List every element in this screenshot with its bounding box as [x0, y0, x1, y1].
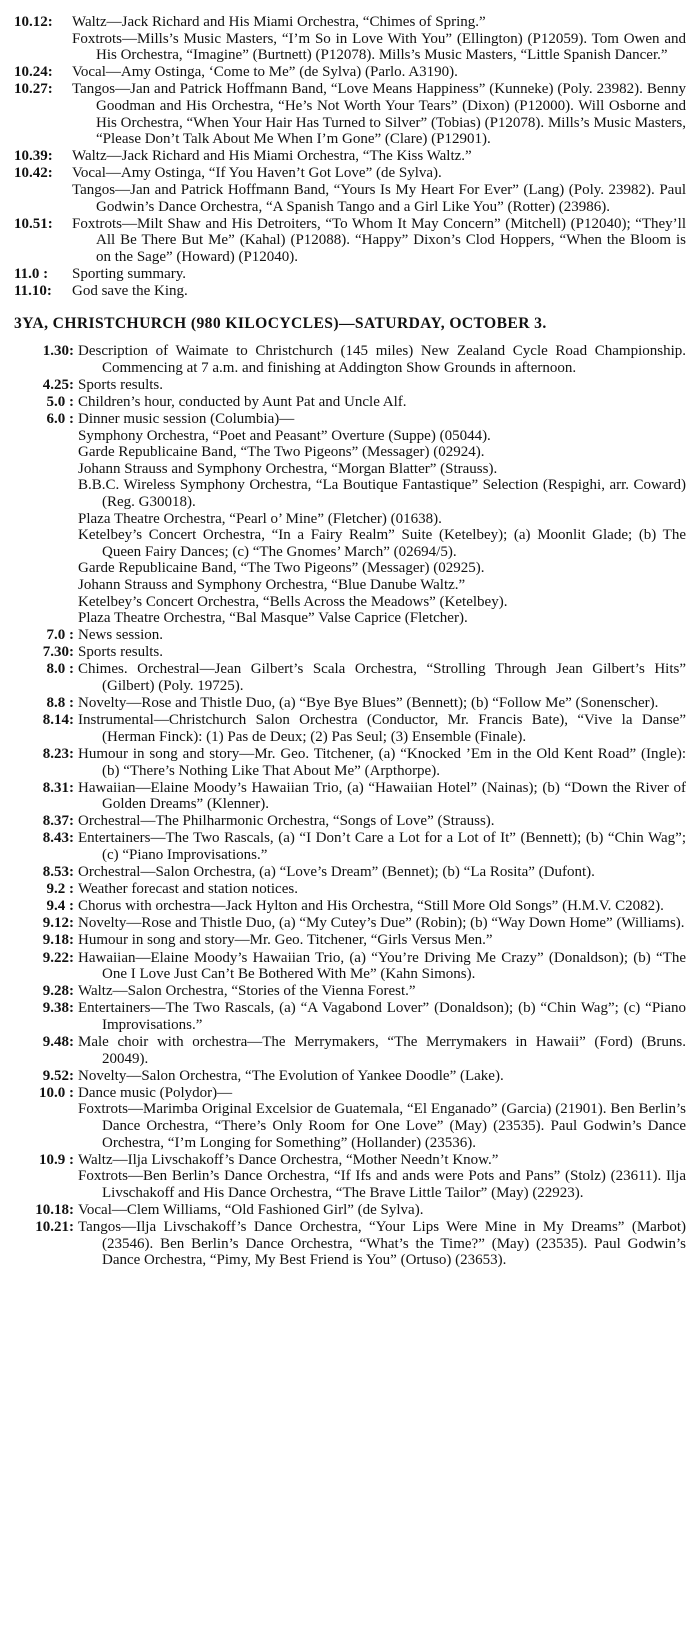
- programme-entry: [14, 661, 686, 694]
- entry-body: [78, 1152, 686, 1202]
- entry-body: [78, 932, 686, 949]
- entry-time: 9.4 :: [46, 898, 74, 915]
- programme-entry: [14, 64, 686, 81]
- entry-body: [78, 644, 686, 661]
- programme-entry: [14, 1152, 686, 1202]
- programme-entry: [14, 165, 686, 215]
- entry-item: Sports results.: [78, 376, 164, 393]
- entry-time: 9.52:: [42, 1067, 74, 1084]
- entry-time: 10.39:: [14, 148, 53, 165]
- entry-item: Hawaiian—Elaine Moody’s Hawaiian Trio, (a) “You’re Driving Me Crazy” (Donaldson); (b) “The One I Love Just Can’t Be Bothered With Me” (Kahn Simons).: [78, 949, 686, 983]
- programme-entry: [14, 932, 686, 949]
- programme-entry: [14, 864, 686, 881]
- programme-entry: [14, 1000, 686, 1033]
- programme-entry: [14, 14, 686, 64]
- entry-item: Waltz—Ilja Livschakoff’s Dance Orchestra, “Mother Needn’t Know.”: [78, 1151, 499, 1168]
- programme-entry: [14, 216, 686, 266]
- entry-item: Sports results.: [78, 644, 164, 661]
- entry-body: [78, 1202, 686, 1219]
- programme-entry: [14, 343, 686, 376]
- entry-item: Ketelbey’s Concert Orchestra, “In a Fairy Realm” Suite (Ketelbey); (a) Moonlit Glade; (b) The Queen Fairy Dances; (c) “The Gnomes’ March” (02694/5).: [78, 527, 686, 560]
- entry-body: [78, 915, 686, 932]
- station-heading: 3YA, CHRISTCHURCH (980 KILOCYCLES)—SATURDAY, OCTOBER 3.: [14, 314, 547, 332]
- entry-item: Hawaiian—Elaine Moody’s Hawaiian Trio, (a) “Hawaiian Hotel” (Nainas); (b) “Down the River of Golden Dreams” (Klenner).: [78, 779, 686, 813]
- programme-entry: [14, 915, 686, 932]
- entry-item: Foxtrots—Mills’s Music Masters, “I’m So in Love With You” (Ellington) (P12059). Tom Owen and His Orchestra, “Imagine” (Burtnett) (P12078). Mills’s Music Masters, “Little Spanish Dancer.”: [72, 30, 686, 64]
- entry-time: 8.8 :: [46, 695, 74, 712]
- programme-entry: [14, 1085, 686, 1151]
- entry-time: 10.21:: [35, 1219, 74, 1236]
- programme-entry: [14, 148, 686, 165]
- entry-item: Humour in song and story—Mr. Geo. Titchener, “Girls Versus Men.”: [78, 932, 493, 949]
- programme-entry: [14, 898, 686, 915]
- entry-body: [78, 881, 686, 898]
- programme-entry: [14, 1034, 686, 1067]
- entry-item: B.B.C. Wireless Symphony Orchestra, “La Boutique Fantastique” Selection (Respighi, arr. Coward) (Reg. G30018).: [78, 477, 686, 511]
- entry-body: [78, 950, 686, 983]
- entry-time: 4.25:: [42, 376, 74, 393]
- programme-entry: [14, 627, 686, 644]
- entry-time: 5.0 :: [46, 393, 74, 410]
- entry-body: [72, 14, 686, 64]
- entry-time: 9.28:: [42, 983, 74, 1000]
- entry-item: Johann Strauss and Symphony Orchestra, “Morgan Blatter” (Strauss).: [78, 460, 498, 477]
- entry-time: 7.0 :: [46, 627, 74, 644]
- entry-item: Waltz—Jack Richard and His Miami Orchestra, “The Kiss Waltz.”: [72, 148, 472, 165]
- section-late-programme: [14, 14, 686, 300]
- entry-item: Tangos—Jan and Patrick Hoffmann Band, “Yours Is My Heart For Ever” (Lang) (Poly. 23982). Paul Godwin’s Dance Orchestra, “A Spanish Tango and a Girl Like You” (Rotter) (23986).: [72, 181, 686, 215]
- entry-time: 9.18:: [42, 932, 74, 949]
- entry-item: Johann Strauss and Symphony Orchestra, “Blue Danube Waltz.”: [78, 577, 466, 593]
- entry-body: [78, 898, 686, 915]
- entry-item: Tangos—Ilja Livschakoff’s Dance Orchestra, “Your Lips Were Mine in My Dreams” (Marbot) (23546). Ben Berlin’s Dance Orchestra, “What’s the Time?” (May) (23535). Paul Godwin’s Dance Orchestra, “Pimy, My Best Friend is You” (Ortuso) (23653).: [78, 1219, 686, 1269]
- entry-item: Sporting summary.: [72, 265, 187, 282]
- programme-entry: [14, 411, 686, 627]
- entry-item: Dance music (Polydor)—: [78, 1084, 233, 1101]
- entry-body: [78, 661, 686, 694]
- programme-entry: [14, 283, 686, 300]
- programme-entry: [14, 1068, 686, 1085]
- entry-time: 9.22:: [42, 949, 74, 966]
- entry-body: [78, 394, 686, 411]
- entry-time: 8.37:: [42, 813, 74, 830]
- entry-time: 11.10:: [14, 283, 52, 299]
- entry-item: Humour in song and story—Mr. Geo. Titchener, (a) “Knocked ’Em in the Old Kent Road” (Ingle): (b) “There’s Nothing Like That About Me” (Arpthorpe).: [78, 745, 686, 779]
- entry-body: [78, 780, 686, 813]
- entry-body: [78, 695, 686, 712]
- entry-time: 8.14:: [42, 712, 74, 729]
- entry-body: [78, 411, 686, 627]
- entry-time: 9.2 :: [46, 881, 74, 898]
- entry-time: 8.0 :: [46, 661, 74, 678]
- entry-time: 1.30:: [42, 343, 74, 360]
- entry-item: God save the King.: [72, 283, 188, 299]
- entry-time: 8.23:: [42, 745, 74, 762]
- entry-time: 10.18:: [35, 1201, 74, 1218]
- entry-item: Male choir with orchestra—The Merrymakers, “The Merrymakers in Hawaii” (Ford) (Bruns. 20049).: [78, 1034, 686, 1067]
- entry-body: [78, 377, 686, 394]
- programme-entry: [14, 950, 686, 983]
- entry-time: 8.31:: [42, 779, 74, 796]
- entry-time: 11.0 :: [14, 265, 49, 282]
- entry-item: Dinner music session (Columbia)—: [78, 411, 295, 428]
- programme-entry: [14, 712, 686, 745]
- entry-body: [72, 216, 686, 266]
- entry-item: Foxtrots—Ben Berlin’s Dance Orchestra, “If Ifs and ands were Pots and Pans” (Stolz) (23611). Ilja Livschakoff and His Dance Orchestra, “The Brave Little Tailor” (May) (22923).: [78, 1168, 686, 1201]
- entry-body: [78, 1000, 686, 1033]
- entry-body: [72, 283, 686, 300]
- programme-entry: [14, 394, 686, 411]
- entry-time: 9.38:: [42, 1000, 74, 1017]
- programme-entry: [14, 266, 686, 283]
- programme-entry: [14, 983, 686, 1000]
- entry-time: 9.48:: [42, 1034, 74, 1051]
- entry-item: Novelty—Rose and Thistle Duo, (a) “Bye Bye Blues” (Bennett); (b) “Follow Me” (Sonenscher).: [78, 695, 659, 712]
- entry-body: [78, 1219, 686, 1269]
- programme-entry: [14, 1219, 686, 1269]
- entry-item: Foxtrots—Marimba Original Excelsior de Guatemala, “El Enganado” (Garcia) (21901). Ben Berlin’s Dance Orchestra, “There’s Only Room for One Love” (May) (23535). Paul Godwin’s Dance Orchestra, “I’m Longing for Something” (Hollander) (23536).: [78, 1101, 686, 1151]
- entry-body: [78, 746, 686, 779]
- entry-body: [78, 627, 686, 644]
- entry-item: Description of Waimate to Christchurch (145 miles) New Zealand Cycle Road Championship. Commencing at 7 a.m. and finishing at Addington Show Grounds in afternoon.: [78, 343, 686, 376]
- entry-body: [72, 64, 686, 81]
- entry-time: 10.51:: [14, 215, 53, 232]
- section-3ya-christchurch: [14, 343, 686, 1269]
- entry-time: 10.12:: [14, 14, 53, 30]
- entry-body: [78, 983, 686, 1000]
- entry-body: [72, 266, 686, 283]
- entry-item: Symphony Orchestra, “Poet and Peasant” Overture (Suppe) (05044).: [78, 427, 491, 444]
- programme-entry: [14, 377, 686, 394]
- entry-body: [72, 148, 686, 165]
- entry-body: [78, 1068, 686, 1085]
- entry-item: Vocal—Amy Ostinga, ‘Come to Me” (de Sylva) (Parlo. A3190).: [72, 64, 458, 81]
- programme-entry: [14, 81, 686, 147]
- entry-item: Waltz—Salon Orchestra, “Stories of the Vienna Forest.”: [78, 983, 416, 1000]
- entry-item: Weather forecast and station notices.: [78, 881, 298, 898]
- programme-entry: [14, 830, 686, 863]
- entry-time: 8.43:: [42, 830, 74, 847]
- entry-body: [78, 830, 686, 863]
- entry-time: 10.0 :: [39, 1084, 74, 1101]
- entry-time: 10.42:: [14, 165, 53, 182]
- entry-item: Garde Republicaine Band, “The Two Pigeons” (Messager) (02925).: [78, 560, 485, 577]
- entry-time: 9.12:: [42, 915, 74, 932]
- entry-item: Orchestral—The Philharmonic Orchestra, “Songs of Love” (Strauss).: [78, 813, 495, 830]
- programme-entry: [14, 1202, 686, 1219]
- entry-item: Plaza Theatre Orchestra, “Pearl o’ Mine” (Fletcher) (01638).: [78, 510, 442, 527]
- entry-time: 8.53:: [42, 864, 74, 881]
- entry-item: Orchestral—Salon Orchestra, (a) “Love’s Dream” (Bennet); (b) “La Rosita” (Dufont).: [78, 864, 595, 881]
- entry-item: Chimes. Orchestral—Jean Gilbert’s Scala Orchestra, “Strolling Through Jean Gilbert’s Hits” (Gilbert) (Poly. 19725).: [78, 661, 686, 695]
- entry-item: Waltz—Jack Richard and His Miami Orchestra, “Chimes of Spring.”: [72, 14, 486, 30]
- entry-time: 10.27:: [14, 81, 53, 98]
- programme-entry: [14, 780, 686, 813]
- entry-time: 10.24:: [14, 64, 53, 81]
- entry-item: Instrumental—Christchurch Salon Orchestra (Conductor, Mr. Francis Bate), “Vive la Danse” (Herman Finck): (1) Pas de Deux; (2) Pas Seul; (3) Ensemble (Finale).: [78, 712, 686, 745]
- entry-item: Vocal—Amy Ostinga, “If You Haven’t Got Love” (de Sylva).: [72, 165, 442, 182]
- entry-item: Entertainers—The Two Rascals, (a) “I Don’t Care a Lot for a Lot of It” (Bennett); (b) “Chin Wag”; (c) “Piano Improvisations.”: [78, 830, 686, 863]
- entry-body: [72, 81, 686, 147]
- programme-entry: [14, 695, 686, 712]
- entry-body: [72, 165, 686, 215]
- entry-item: Plaza Theatre Orchestra, “Bal Masque” Valse Caprice (Fletcher).: [78, 610, 468, 627]
- entry-item: Garde Republicaine Band, “The Two Pigeons” (Messager) (02924).: [78, 444, 485, 461]
- entry-item: Novelty—Rose and Thistle Duo, (a) “My Cutey’s Due” (Robin); (b) “Way Down Home” (Williams).: [78, 915, 685, 932]
- entry-time: 7.30:: [42, 644, 74, 661]
- entry-body: [78, 343, 686, 376]
- entry-time: 10.9 :: [39, 1151, 74, 1168]
- programme-entry: [14, 881, 686, 898]
- entry-item: Tangos—Jan and Patrick Hoffmann Band, “Love Means Happiness” (Kunneke) (Poly. 23982). Benny Goodman and His Orchestra, “He’s Not Worth Your Tears” (Dixon) (P12000). Will Osborne and His Orchestra, “When Your Hair Has Turned to Silver” (Tobias) (P12078). Mills’s Music Masters, “Please Don’t Talk About Me When I’m Gone” (Clare) (P12901).: [72, 81, 686, 148]
- entry-item: Chorus with orchestra—Jack Hylton and His Orchestra, “Still More Old Songs” (H.M.V. C2082).: [78, 898, 664, 915]
- entry-body: [78, 813, 686, 830]
- entry-body: [78, 864, 686, 881]
- entry-body: [78, 1085, 686, 1151]
- entry-item: Ketelbey’s Concert Orchestra, “Bells Across the Meadows” (Ketelbey).: [78, 593, 508, 610]
- entry-item: Entertainers—The Two Rascals, (a) “A Vagabond Lover” (Donaldson); (b) “Chin Wag”; (c) “Piano Improvisations.”: [78, 1000, 686, 1033]
- entry-body: [78, 712, 686, 745]
- entry-item: Foxtrots—Milt Shaw and His Detroiters, “To Whom It May Concern” (Mitchell) (P12040); “They’ll All Be There But Me” (Kahal) (P12088). “Happy” Dixon’s Clod Hoppers, “When the Bloom is on the Sage” (Howard) (P12040).: [72, 215, 686, 265]
- entry-item: News session.: [78, 627, 163, 644]
- programme-entry: [14, 644, 686, 661]
- entry-item: Novelty—Salon Orchestra, “The Evolution of Yankee Doodle” (Lake).: [78, 1067, 504, 1084]
- programme-entry: [14, 813, 686, 830]
- entry-item: Vocal—Clem Williams, “Old Fashioned Girl” (de Sylva).: [78, 1201, 424, 1218]
- entry-time: 6.0 :: [46, 411, 74, 428]
- entry-item: Children’s hour, conducted by Aunt Pat and Uncle Alf.: [78, 393, 407, 410]
- entry-body: [78, 1034, 686, 1067]
- programme-entry: [14, 746, 686, 779]
